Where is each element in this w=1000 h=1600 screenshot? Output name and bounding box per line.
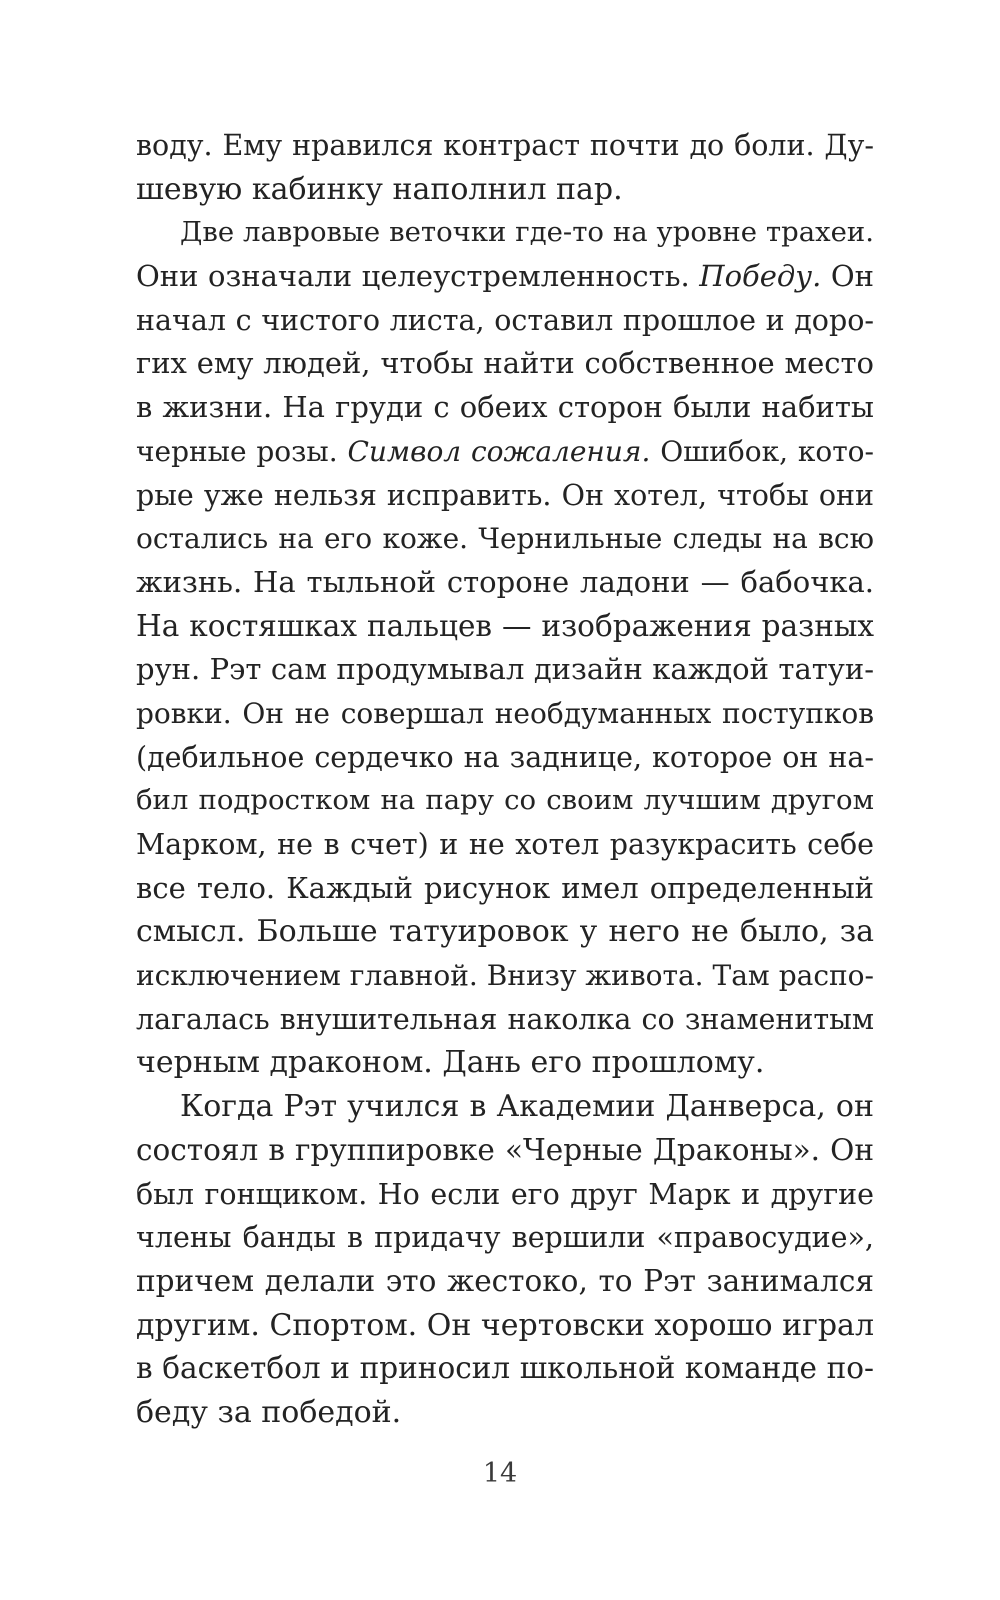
- text-line: бил подростком на пару со своим лучшим другом: [136, 784, 874, 817]
- text-line: состоял в группировке «Черные Драконы». Он: [136, 1132, 874, 1167]
- text-line: лагалась внушительная наколка со знаменитым: [136, 1002, 874, 1036]
- text-line: шевую кабинку наполнил пар.: [136, 171, 623, 207]
- text-line: начал с чистого листа, оставил прошлое и доро-: [136, 303, 874, 337]
- text-line: смысл. Больше татуировок у него не было, за: [136, 914, 874, 950]
- text-line: черным драконом. Дань его прошлому.: [136, 1045, 765, 1081]
- text-line: члены банды в придачу вершили «правосудие»,: [136, 1221, 874, 1255]
- text-line: в жизни. На груди с обеих сторон были набиты: [136, 390, 874, 425]
- text-line: Когда Рэт учился в Академии Данверса, он: [180, 1089, 874, 1125]
- text-line: Две лавровые веточки где-то на уровне трахеи.: [180, 216, 874, 249]
- text-line: все тело. Каждый рисунок имел определенный: [136, 870, 874, 905]
- text-line: другим. Спортом. Он чертовски хорошо играл: [136, 1307, 874, 1343]
- text-line: Марком, не в счет) и не хотел разукрасить себе: [136, 828, 874, 861]
- text-line: рун. Рэт сам продумывал дизайн каждой татуи-: [136, 652, 874, 687]
- page-number: 14: [482, 1458, 518, 1489]
- body-text: [136, 124, 874, 1435]
- italic-emphasis: Победу.: [699, 259, 822, 294]
- text-line: жизнь. На тыльной стороне ладони — бабочка.: [136, 564, 874, 599]
- text-line: На костяшках пальцев — изображения разных: [136, 608, 874, 643]
- text-line: рые уже нельзя исправить. Он хотел, чтобы они: [136, 478, 874, 512]
- text-line: черные розы. Символ сожаления. Ошибок, кото-: [136, 434, 874, 468]
- text-line: исключением главной. Внизу живота. Там распо-: [136, 959, 874, 993]
- text-line: гих ему людей, чтобы найти собственное место: [136, 346, 874, 381]
- text-line: Они означали целеустремленность. Победу. Он: [136, 259, 875, 294]
- text-line: был гонщиком. Но если его друг Марк и другие: [136, 1177, 874, 1211]
- text-line: беду за победой.: [136, 1394, 402, 1430]
- text-line: ровки. Он не совершал необдуманных поступков: [136, 696, 874, 730]
- text-line: в баскетбол и приносил школьной команде по-: [136, 1351, 874, 1386]
- italic-emphasis: Символ сожаления.: [347, 434, 651, 468]
- text-line: воду. Ему нравился контраст почти до боли. Ду-: [136, 129, 874, 162]
- text-line: (дебильное сердечко на заднице, которое он на-: [136, 740, 874, 774]
- text-line: остались на его коже. Чернильные следы на всю: [136, 522, 874, 556]
- text-line: причем делали это жестоко, то Рэт занимался: [136, 1263, 874, 1298]
